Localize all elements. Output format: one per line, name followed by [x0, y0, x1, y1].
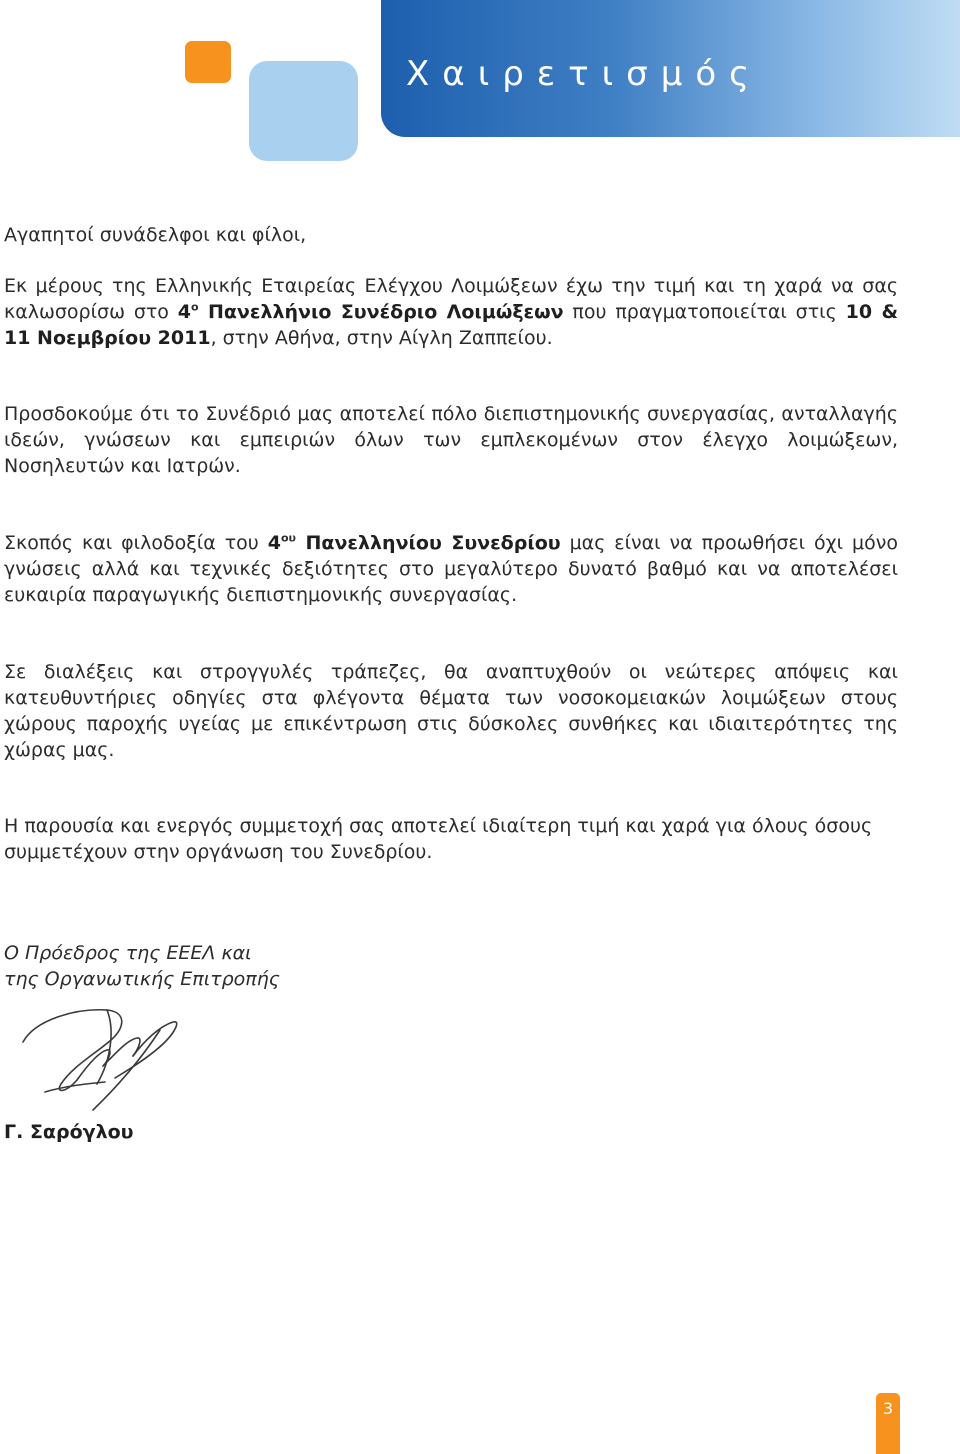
page-number: 3: [882, 1399, 894, 1418]
superscript-ordinal: ου: [280, 531, 296, 545]
text-run: που πραγματοποιείται στις: [563, 301, 846, 323]
paragraph-lectures: Σε διαλέξεις και στρογγυλές τράπεζες, θα αναπτυχθούν οι νεώτερες απόψεις και κατευθυντήριες οδηγίες στα φλέγοντα θέματα των νοσοκομειακών λοιμώξεων στους χώρους παροχής υγείας με επικέντρωση στις δύσκολες συνθήκες και ιδιαιτερότητες της χώρας μας.: [4, 661, 898, 761]
bold-run: 4: [177, 301, 191, 323]
text-run: Εκ μέρους της Ελληνικής Εταιρείας Ελέγχου Λοιμώξεων έχω την τιμή και τη χαρά να σας καλωσορίσω στο: [4, 275, 898, 323]
paragraph-participation: Η παρουσία και ενεργός συμμετοχή σας αποτελεί ιδιαίτερη τιμή και χαρά για όλους όσους συμμετέχουν στην οργάνωση του Συνεδρίου.: [4, 815, 873, 863]
bold-run: Πανελληνίου Συνεδρίου: [295, 532, 561, 554]
text-run: μας είναι να προωθήσει όχι μόνο γνώσεις αλλά και τεχνικές δεξιότητες στο μεγαλύτερο δυνατό βαθμό και να αποτελέσει ευκαιρία παραγωγικής διεπιστημονικής συνεργασίας.: [4, 532, 898, 606]
handwritten-signature: [15, 1000, 185, 1115]
bold-run: 4: [267, 532, 281, 554]
text-run: , στην Αθήνα, στην Αίγλη Ζαππείου.: [210, 327, 553, 349]
letter-body: [4, 222, 898, 865]
blue-square-decoration: [249, 61, 358, 161]
orange-square-decoration: [185, 41, 231, 83]
signoff: [4, 940, 280, 992]
signoff-line-2: της Οργανωτικής Επιτροπής: [4, 968, 280, 990]
paragraph-goal: [4, 530, 898, 608]
superscript-ordinal: ο: [191, 300, 199, 314]
bold-run: Πανελλήνιο Συνέδριο Λοιμώξεων: [198, 301, 564, 323]
paragraph-welcome: [4, 273, 898, 351]
bold-run: 10 & 11 Νοεμβρίου 2011: [4, 301, 899, 349]
page-title: Χαιρετισμός: [406, 54, 763, 94]
greeting: Αγαπητοί συνάδελφοι και φίλοι,: [4, 224, 307, 246]
paragraph-expectation: Προσδοκούμε ότι το Συνέδριό μας αποτελεί πόλο διεπιστημονικής συνεργασίας, ανταλλαγής ιδεών, γνώσεων και εμπειριών όλων των εμπλεκομένων στον έλεγχο λοιμώξεων, Νοσηλευτών και Ιατρών.: [4, 403, 898, 477]
signoff-line-1: Ο Πρόεδρος της ΕΕΕΛ και: [4, 942, 252, 964]
page-number-tab: [876, 1393, 900, 1454]
signer-name: Γ. Σαρόγλου: [4, 1121, 134, 1143]
text-run: Σκοπός και φιλοδοξία του: [4, 532, 268, 554]
